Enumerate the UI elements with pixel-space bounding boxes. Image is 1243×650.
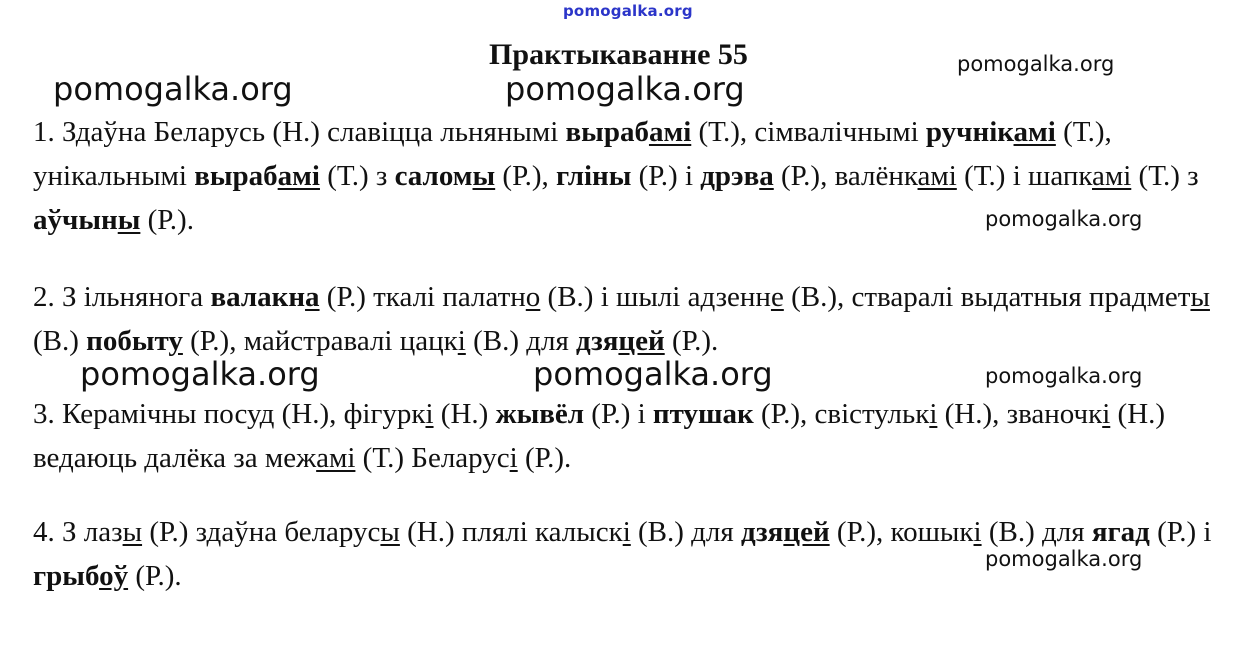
watermark: pomogalka.org xyxy=(80,355,320,393)
watermark: pomogalka.org xyxy=(957,52,1115,76)
watermark: pomogalka.org xyxy=(985,207,1143,231)
exercise-item-4: 4. З лазы (Р.) здаўна беларусы (Н.) плялі калыскі (В.) для дзяцей (Р.), кошыкі (В.) для ягад (Р.) і грыбоў (Р.). xyxy=(33,516,1212,592)
watermark: pomogalka.org xyxy=(505,70,745,108)
exercise-item-2: 2. З ільнянога валакна (Р.) ткалі палатно (В.) і шылі адзенне (В.), стваралі выдатныя прадметы (В.) побыту (Р.), майстравалі цацкі (В.) для дзяцей (Р.). xyxy=(33,281,1210,357)
watermark: pomogalka.org xyxy=(53,70,293,108)
exercise-item-1: 1. Здаўна Беларусь (Н.) славіцца льнянымі вырабамі (Т.), сімвалічнымі ручнікамі (Т.), унікальнымі вырабамі (Т.) з саломы (Р.), гліны (Р.) і дрэва (Р.), валёнкамі (Т.) і шапкамі (Т.) з аўчыны (Р.). xyxy=(33,116,1199,236)
watermark: pomogalka.org xyxy=(985,547,1143,571)
watermark: pomogalka.org xyxy=(985,364,1143,388)
watermark: pomogalka.org xyxy=(533,355,773,393)
watermark-top-link[interactable]: pomogalka.org xyxy=(563,2,693,20)
page-title: Практыкаванне 55 xyxy=(489,38,748,71)
exercise-item-3: 3. Керамічны посуд (Н.), фігуркі (Н.) жывёл (Р.) і птушак (Р.), свістулькі (Н.), званочкі (Н.) ведаюць далёка за межамі (Т.) Беларусі (Р.). xyxy=(33,398,1166,474)
